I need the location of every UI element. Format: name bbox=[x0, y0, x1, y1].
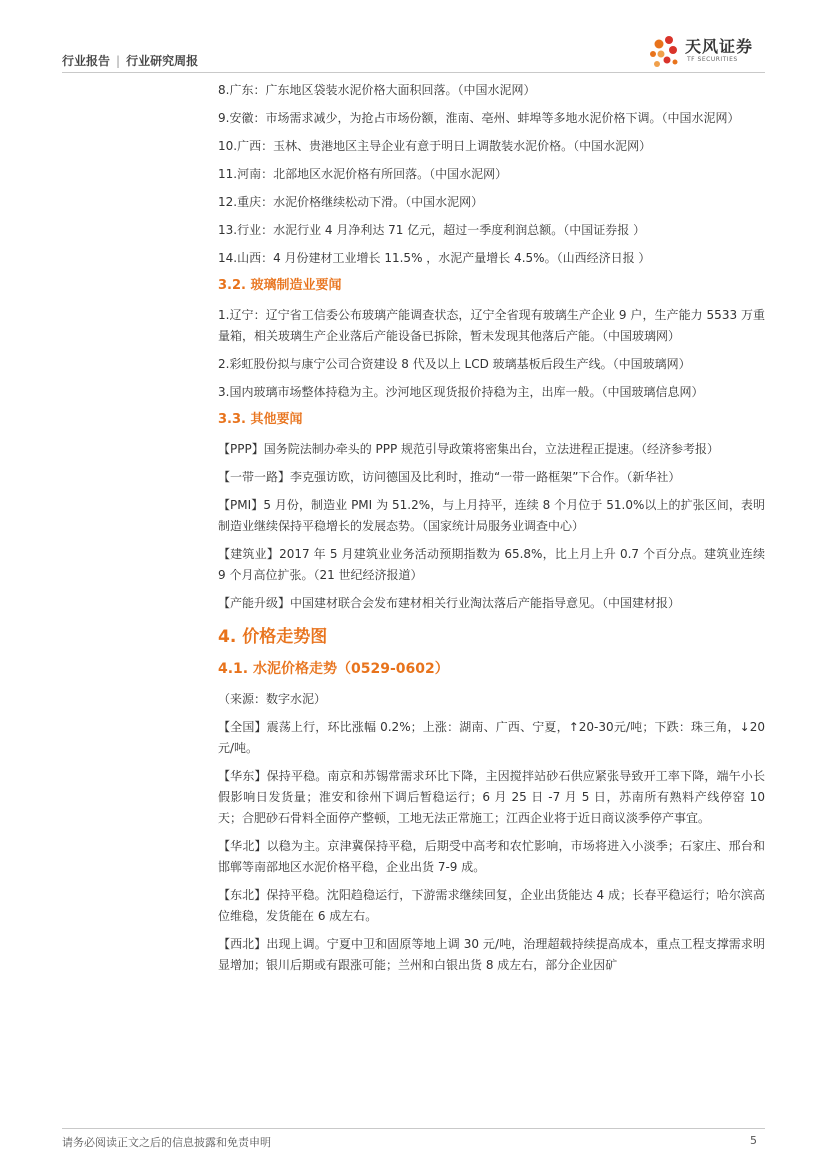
region-item: 【东北】保持平稳。沈阳趋稳运行，下游需求继续回复，企业出货能达 4 成；长春平稳运行；哈尔滨高位维稳，发货能在 6 成左右。 bbox=[218, 888, 765, 923]
section-heading-other: 3.3. 其他要闻 bbox=[218, 412, 303, 427]
news-item: 【建筑业】2017 年 5 月建筑业业务活动预期指数为 65.8%，比上月上升 0.7 个百分点。建筑业连续 9 个月高位扩张。（21 世纪经济报道） bbox=[218, 547, 765, 582]
header-separator: | bbox=[116, 54, 121, 68]
news-item: 1.辽宁：辽宁省工信委公布玻璃产能调查状态，辽宁全省现有玻璃生产企业 9 户，生产能力 5533 万重量箱，相关玻璃生产企业落后产能设备已拆除，暂未发现其他落后产能。（中国玻璃网） bbox=[218, 308, 765, 343]
region-item: 【华东】保持平稳。南京和苏锡常需求环比下降，主因搅拌站砂石供应紧张导致开工率下降，端午小长假影响日发货量；淮安和徐州下调后暂稳运行；6 月 25 日 -7 月 5 日，苏南所有熟料产线停窑 10 天；合肥砂石骨料全面停产整顿，工地无法正常施工；江西企业将于近日商议淡季停产事宜。 bbox=[218, 769, 765, 825]
news-item: 【PMI】5 月份，制造业 PMI 为 51.2%，与上月持平，连续 8 个月位于 51.0%以上的扩张区间，表明制造业继续保持平稳增长的发展态势。（国家统计局服务业调查中心） bbox=[218, 498, 765, 533]
region-item: 【西北】出现上调。宁夏中卫和固原等地上调 30 元/吨，治理超载持续提高成本，重点工程支撑需求明显增加；银川后期或有跟涨可能；兰州和白银出货 8 成左右，部分企业因矿 bbox=[218, 937, 765, 972]
footer-divider bbox=[62, 1128, 765, 1129]
section-heading-price-trend: 4. 价格走势图 bbox=[218, 627, 328, 647]
report-subcategory: 行业研究周报 bbox=[126, 54, 199, 68]
header-divider bbox=[62, 72, 765, 73]
region-item: 【华北】以稳为主。京津冀保持平稳，后期受中高考和农忙影响，市场将进入小淡季；石家庄、邢台和邯郸等南部地区水泥价格平稳，企业出货 7-9 成。 bbox=[218, 839, 765, 874]
company-logo bbox=[647, 32, 765, 74]
main-content bbox=[218, 80, 765, 983]
news-item: 2.彩虹股份拟与康宁公司合资建设 8 代及以上 LCD 玻璃基板后段生产线。（中国玻璃网） bbox=[218, 357, 691, 371]
logo-name: 天风证券 bbox=[685, 37, 754, 56]
subsection-heading-cement-price: 4.1. 水泥价格走势（0529-0602） bbox=[218, 661, 449, 677]
footer-disclaimer: 请务必阅读正文之后的信息披露和免责申明 bbox=[62, 1136, 271, 1149]
news-item: 【产能升级】中国建材联合会发布建材相关行业淘汰落后产能指导意见。（中国建材报） bbox=[218, 596, 681, 610]
page-number: 5 bbox=[750, 1134, 757, 1147]
source-note: （来源：数字水泥） bbox=[218, 692, 327, 706]
news-item: 14.山西：4 月份建材工业增长 11.5% ，水泥产量增长 4.5%。（山西经济日报 ） bbox=[218, 251, 651, 265]
news-item: 10.广西：玉林、贵港地区主导企业有意于明日上调散装水泥价格。（中国水泥网） bbox=[218, 139, 652, 153]
section-heading-glass: 3.2. 玻璃制造业要闻 bbox=[218, 278, 342, 293]
report-category: 行业报告 bbox=[62, 54, 111, 68]
news-item: 13.行业：水泥行业 4 月净利达 71 亿元，超过一季度利润总额。（中国证券报 ） bbox=[218, 223, 646, 237]
news-item: 12.重庆：水泥价格继续松动下滑。（中国水泥网） bbox=[218, 195, 484, 209]
news-item: 11.河南：北部地区水泥价格有所回落。（中国水泥网） bbox=[218, 167, 508, 181]
news-item: 3.国内玻璃市场整体持稳为主。沙河地区现货报价持稳为主，出库一般。（中国玻璃信息网） bbox=[218, 385, 704, 399]
news-item: 【PPP】国务院法制办牵头的 PPP 规范引导政策将密集出台，立法进程正提速。（经济参考报） bbox=[218, 442, 720, 456]
news-item: 【一带一路】李克强访欧，访问德国及比利时，推动“一带一路框架”下合作。（新华社） bbox=[218, 470, 681, 484]
report-type bbox=[62, 52, 198, 69]
news-item: 9.安徽：市场需求减少，为抢占市场份额，淮南、亳州、蚌埠等多地水泥价格下调。（中国水泥网） bbox=[218, 111, 740, 125]
page-header bbox=[62, 37, 765, 70]
region-item: 【全国】震荡上行，环比涨幅 0.2%；上涨：湖南、广西、宁夏，↑20-30元/吨；下跌：珠三角，↓20元/吨。 bbox=[218, 720, 765, 755]
logo-flower-icon bbox=[647, 32, 683, 72]
news-item: 8.广东：广东地区袋装水泥价格大面积回落。（中国水泥网） bbox=[218, 83, 536, 97]
logo-subtitle: TF SECURITIES bbox=[687, 56, 738, 63]
